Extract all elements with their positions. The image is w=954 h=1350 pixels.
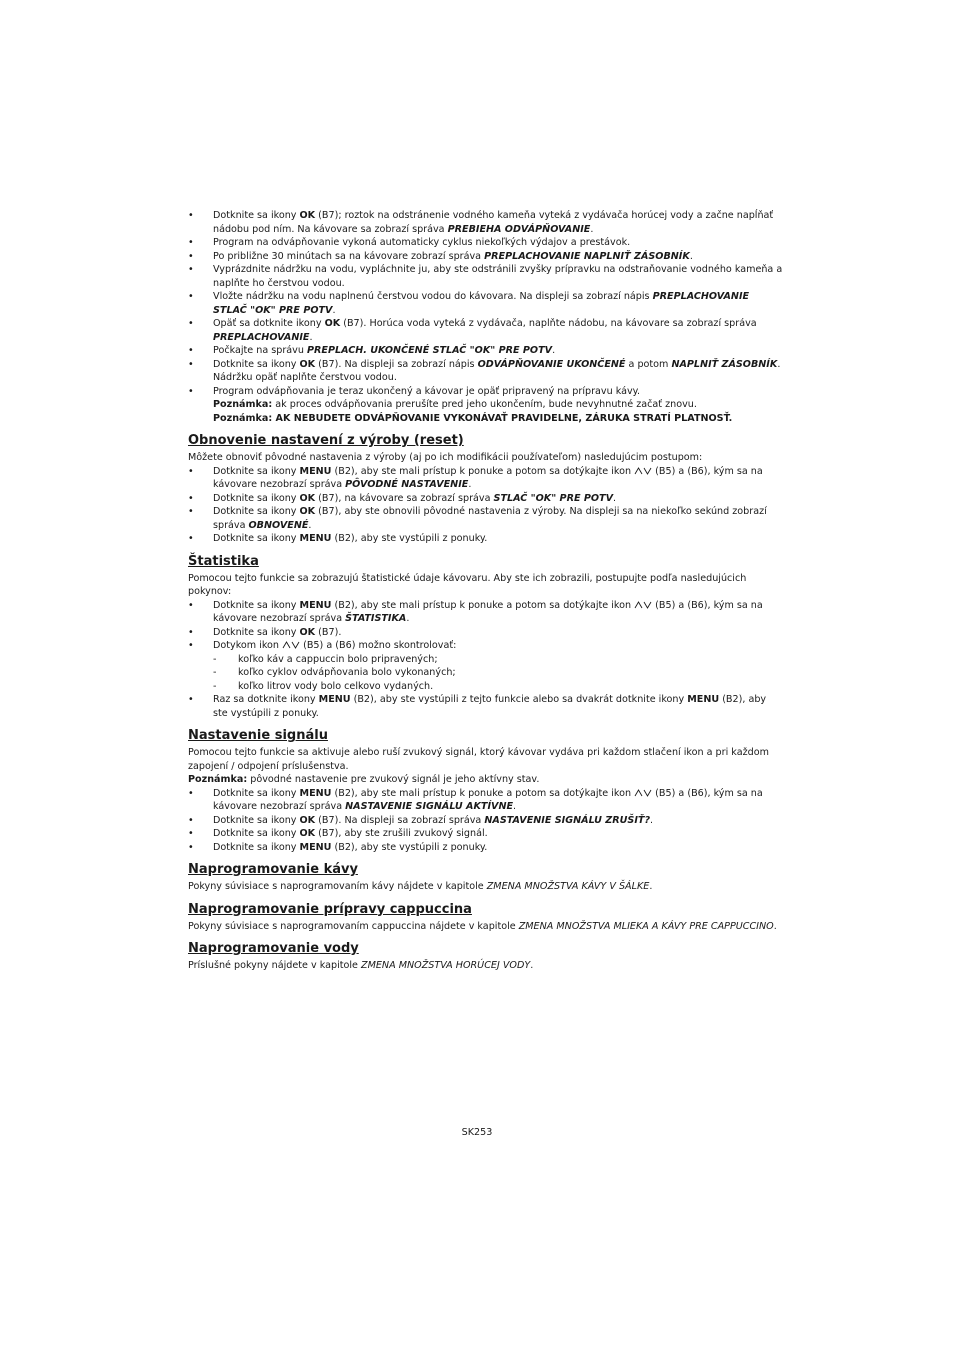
section-title-water: Naprogramovanie vody bbox=[188, 941, 359, 956]
list-item: • Dotknite sa ikony OK (B7), na kávovare sa zobrazí správa STLAČ "OK" PRE POTV. bbox=[188, 492, 783, 506]
statistics-steps bbox=[188, 599, 783, 721]
signal-steps bbox=[188, 787, 783, 855]
section-title-cappuccino: Naprogramovanie prípravy cappuccina bbox=[188, 901, 472, 917]
section-intro: Môžete obnoviť pôvodné nastavenia z výroby (aj po ich modifikácii používateľom) nasledujúcim postupom: bbox=[188, 452, 703, 463]
list-item: • Počkajte na správu PREPLACH. UKONČENÉ STLAČ "OK" PRE POTV. bbox=[188, 344, 783, 358]
note: Poznámka: pôvodné nastavenie pre zvukový signál je jeho aktívny stav. bbox=[188, 774, 540, 785]
list-item: • Program odvápňovania je teraz ukončený a kávovar je opäť pripravený na prípravu kávy. bbox=[188, 385, 783, 399]
list-item: • Dotknite sa ikony MENU (B2), aby ste vystúpili z ponuky. bbox=[188, 841, 783, 855]
list-item: • Dotknite sa ikony OK (B7), aby ste zrušili zvukový signál. bbox=[188, 827, 783, 841]
up-down-arrows-icon bbox=[634, 600, 652, 609]
list-item: • Raz sa dotknite ikony MENU (B2), aby ste vystúpili z tejto funkcie alebo sa dvakrát dotknite ikony MENU (B2), aby ste vystúpili z ponuky. bbox=[188, 693, 783, 720]
statistics-sub-list bbox=[213, 653, 783, 694]
up-down-arrows-icon bbox=[634, 788, 652, 797]
list-item: • Dotknite sa ikony MENU (B2), aby ste mali prístup k ponuke a potom sa dotýkajte ikon (B5) a (B6), kým sa na kávovare nezobrazí správa ŠTATISTIKA. bbox=[188, 599, 783, 626]
section-intro: Pomocou tejto funkcie sa zobrazujú štatistické údaje kávovaru. Aby ste ich zobrazili, postupujte podľa nasledujúcich pokynov: bbox=[188, 572, 747, 597]
section-text: Pokyny súvisiace s naprogramovaním kávy nájdete v kapitole ZMENA MNOŽSTVA KÁVY V ŠÁLKE. bbox=[188, 881, 653, 892]
page-number: SK253 bbox=[461, 1127, 493, 1138]
note: Poznámka: ak proces odvápňovania prerušíte pred jeho ukončením, bude nevyhnutné začať znovu. bbox=[213, 399, 697, 410]
section-title-statistics: Štatistika bbox=[188, 553, 259, 569]
section-text: Pokyny súvisiace s naprogramovaním cappuccina nájdete v kapitole ZMENA MNOŽSTVA MLIEKA A KÁVY PRE CAPPUCCINO. bbox=[188, 920, 777, 932]
list-item: • Vyprázdnite nádržku na vodu, vypláchnite ju, aby ste odstránili zvyšky prípravku na odstraňovanie vodného kameňa a naplňte ho čerstvou vodou. bbox=[188, 263, 783, 290]
warning-note: Poznámka: AK NEBUDETE ODVÁPŇOVANIE VYKONÁVAŤ PRAVIDELNE, ZÁRUKA STRATÍ PLATNOSŤ. bbox=[213, 412, 733, 424]
list-item: • Dotknite sa ikony MENU (B2), aby ste mali prístup k ponuke a potom sa dotýkajte ikon (B5) a (B6), kým sa na kávovare nezobrazí správa PÔVODNÉ NASTAVENIE. bbox=[188, 465, 783, 492]
sub-list-item: - koľko litrov vody bolo celkovo vydaných. bbox=[213, 680, 783, 694]
up-down-arrows-icon bbox=[282, 640, 300, 649]
sub-list-item: - koľko káv a cappuccin bolo pripravených; bbox=[213, 653, 783, 667]
list-item: • Dotknite sa ikony MENU (B2), aby ste vystúpili z ponuky. bbox=[188, 532, 783, 546]
list-item: • Opäť sa dotknite ikony OK (B7). Horúca voda vyteká z vydávača, naplňte nádobu, na kávovare sa zobrazí správa PREPLACHOVANIE. bbox=[188, 317, 783, 344]
list-item: • Dotknite sa ikony OK (B7), aby ste obnovili pôvodné nastavenia z výroby. Na displeji sa na niekoľko sekúnd zobrazí správa OBNOVENÉ. bbox=[188, 505, 783, 532]
list-item: • Dotknite sa ikony OK (B7). bbox=[188, 626, 783, 640]
sub-list-item: - koľko cyklov odvápňovania bolo vykonaných; bbox=[213, 666, 783, 680]
reset-steps bbox=[188, 465, 783, 546]
section-title-coffee: Naprogramovanie kávy bbox=[188, 862, 358, 877]
list-item: • Dotykom ikon (B5) a (B6) možno skontrolovať: - koľko káv a cappuccin bolo pripravených; - koľko cyklov odvápňovania bolo vykonaných; - koľko litrov vody bolo celkovo vydaných. bbox=[188, 639, 783, 693]
descaling-steps bbox=[188, 209, 783, 398]
list-item: • Program na odvápňovanie vykoná automaticky cyklus niekoľkých výdajov a prestávok. bbox=[188, 236, 783, 250]
up-down-arrows-icon bbox=[634, 466, 652, 475]
section-title-reset: Obnovenie nastavení z výroby (reset) bbox=[188, 433, 464, 448]
list-item: • Dotknite sa ikony OK (B7). Na displeji sa zobrazí správa NASTAVENIE SIGNÁLU ZRUŠIŤ?. bbox=[188, 814, 783, 828]
list-item: • Vložte nádržku na vodu naplnenú čerstvou vodou do kávovara. Na displeji sa zobrazí nápis PREPLACHOVANIE STLAČ "OK" PRE POTV. bbox=[188, 290, 783, 317]
section-intro: Pomocou tejto funkcie sa aktivuje alebo ruší zvukový signál, ktorý kávovar vydáva pri každom stlačení ikon a pri každom zapojení / odpojení príslušenstva. bbox=[188, 747, 769, 772]
section-text: Príslušné pokyny nájdete v kapitole ZMENA MNOŽSTVA HORÚCEJ VODY. bbox=[188, 960, 534, 971]
section-title-signal: Nastavenie signálu bbox=[188, 728, 328, 743]
list-item: • Dotknite sa ikony OK (B7). Na displeji sa zobrazí nápis ODVÁPŇOVANIE UKONČENÉ a potom NAPLNIŤ ZÁSOBNÍK. Nádržku opäť naplňte čerstvou vodou. bbox=[188, 358, 783, 385]
list-item: • Dotknite sa ikony MENU (B2), aby ste mali prístup k ponuke a potom sa dotýkajte ikon (B5) a (B6), kým sa na kávovare nezobrazí správa NASTAVENIE SIGNÁLU AKTÍVNE. bbox=[188, 787, 783, 814]
list-item: • Dotknite sa ikony OK (B7); roztok na odstránenie vodného kameňa vyteká z vydávača horúcej vody a začne napĺňať nádobu pod ním. Na kávovare sa zobrazí správa PREBIEHA ODVÁPŇOVANIE. bbox=[188, 209, 783, 236]
document-body bbox=[188, 209, 783, 973]
list-item: • Po približne 30 minútach sa na kávovare zobrazí správa PREPLACHOVANIE NAPLNIŤ ZÁSOBNÍK. bbox=[188, 250, 783, 264]
